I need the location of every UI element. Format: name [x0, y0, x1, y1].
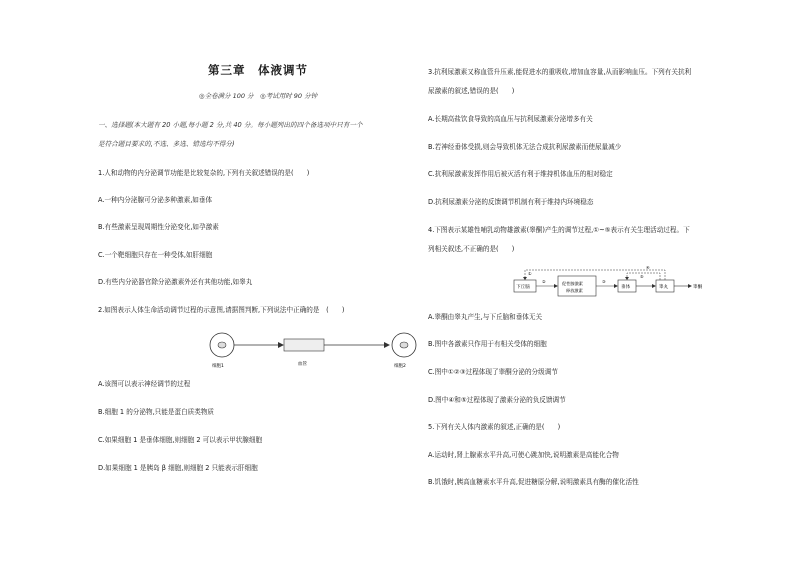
box-gnrh	[558, 276, 596, 296]
q3-option-a: A.长期高盐饮食导致的高血压与抗利尿激素分泌增多有关	[428, 115, 593, 123]
flow-head-3	[652, 284, 656, 288]
feedback-head-1	[523, 277, 527, 280]
q4-option-b: B.图中各激素只作用于有相关受体的细胞	[428, 340, 547, 348]
q5-option-b: B.饥饿时,胰高血糖素水平升高,促进糖原分解,说明激素具有酶的催化活性	[428, 478, 639, 486]
fig-num-4: ④	[646, 266, 650, 270]
q3-option-d: D.抗利尿激素分泌的反馈调节机制有利于维持内环境稳态	[428, 198, 594, 206]
vessel-shape	[284, 339, 324, 351]
flow-head-2	[614, 284, 618, 288]
q1-stem: 1.人和动物的内分泌调节功能是比较复杂的,下列有关叙述错误的是( )	[98, 169, 310, 177]
q4-option-d: D.图中④和⑤过程体现了激素分泌的负反馈调节	[428, 396, 566, 404]
q1-option-c: C.一个靶细胞只存在一种受体,如肝细胞	[98, 251, 213, 259]
page-title: 第三章 体液调节	[208, 63, 308, 77]
q5-option-a: A.运动时,肾上腺素水平升高,可使心跳加快,说明激素是高能化合物	[428, 451, 619, 459]
q3-stem: 3.抗利尿激素又称血管升压素,能促进水的重吸收,增加血容量,从而影响血压。下列有关抗利	[428, 68, 692, 76]
flow-head-4	[688, 284, 692, 288]
fig-box-testis: 睾丸	[659, 285, 669, 290]
fig-label-fluid: 血管	[298, 362, 307, 367]
feedback-head-2	[625, 277, 629, 280]
arrow-head-2	[384, 342, 390, 348]
section-heading-cont: 是符合题目要求的,不选、多选、错选均不得分)	[98, 140, 235, 148]
fig-out-testosterone: 睾酮	[693, 285, 703, 290]
q2-option-d: D.如果细胞 1 是胰岛 β 细胞,则细胞 2 只能表示肝细胞	[98, 464, 258, 472]
section-heading: 一、选择题(本大题有 20 小题,每小题 2 分,共 40 分。每小题列出的四个备选项中只有一个	[98, 121, 363, 129]
fig-box-pituitary: 垂体	[621, 285, 631, 290]
fig-num-1: ①	[528, 271, 532, 276]
fig-box-gnrh-line1: 促性腺激素	[562, 281, 583, 286]
q3-stem-cont: 尿激素的叙述,错误的是( )	[428, 87, 515, 95]
exam-meta: ◎全卷满分 100 分 ◎考试用时 90 分钟	[198, 92, 318, 100]
arrow-head-1	[278, 342, 284, 348]
q2-option-b: B.细胞 1 的分泌物,只能是蛋白质类物质	[98, 408, 215, 416]
fig-num-2: ②	[542, 279, 546, 284]
q4-option-c: C.图中①②③过程体现了睾酮分泌的分级调节	[428, 368, 558, 376]
fig-label-cell2: 细胞2	[394, 364, 406, 369]
q1-option-b: B.有些激素呈现周期性分泌变化,如孕激素	[98, 223, 219, 231]
cell-1-nucleus	[218, 342, 226, 348]
q2-stem: 2.如图表示人体生命活动调节过程的示意图,请据图判断,下列说法中正确的是 ( )	[98, 306, 345, 314]
fig-num-5: ⑤	[640, 274, 644, 279]
q1-option-a: A.一种内分泌腺可分泌多种激素,如垂体	[98, 196, 213, 204]
feedback-line-1	[525, 270, 665, 280]
q3-option-c: C.抗利尿激素发挥作用后被灭活有利于维持机体血压的相对稳定	[428, 170, 613, 178]
q4-stem-cont: 列相关叙述,不正确的是( )	[428, 245, 515, 253]
cell-2-nucleus	[400, 342, 408, 348]
q2-option-c: C.如果细胞 1 是垂体细胞,则细胞 2 可以表示甲状腺细胞	[98, 436, 263, 444]
fig-num-3: ③	[602, 279, 606, 284]
q1-option-d: D.有些内分泌器官除分泌激素外还有其他功能,如睾丸	[98, 278, 253, 286]
flow-head-1	[554, 284, 558, 288]
q5-stem: 5.下列有关人体内激素的叙述,正确的是( )	[428, 423, 561, 431]
q4-stem: 4.下图表示某雄性哺乳动物雄激素(睾酮)产生的调节过程,①~⑤表示有关生理活动过程。下	[428, 226, 690, 234]
fig-box-gnrh-line2: 释放激素	[566, 288, 583, 293]
q4-option-a: A.睾酮由睾丸产生,与下丘脑和垂体无关	[428, 313, 543, 321]
fig-label-cell1: 细胞1	[212, 364, 224, 369]
q3-option-b: B.若神经垂体受损,则会导致机体无法合成抗利尿激素而使尿量减少	[428, 143, 622, 151]
q2-option-a: A.该图可以表示神经调节的过程	[98, 380, 191, 388]
fig-box-hypothalamus: 下丘脑	[516, 285, 530, 290]
q4-figure	[510, 266, 710, 306]
q2-figure	[208, 330, 418, 370]
